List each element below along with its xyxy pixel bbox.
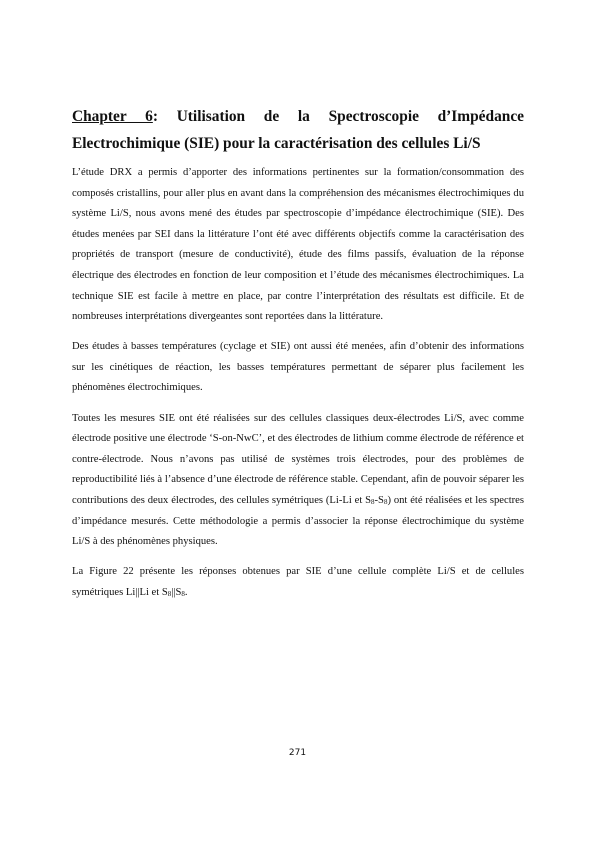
subscript: 8 — [371, 497, 375, 506]
subscript: 8 — [383, 497, 388, 506]
chapter-separator: : — [152, 108, 158, 125]
paragraph-4-mid: ||S — [171, 586, 182, 598]
chapter-title: Utilisation de la Spectroscopie d’Impédance Electrochimique (SIE) pour la caractérisation des cellules Li/S — [72, 108, 524, 152]
paragraph-3-text-end: ) ont été réalisées et les spectres d’impédance mesurés. Cette méthodologie a permis d’associer la réponse électrochimique du système Li/S à des phénomènes physiques. — [72, 494, 524, 548]
paragraph-4-text-end: . — [184, 586, 188, 598]
chapter-heading — [72, 103, 524, 157]
body-text — [72, 163, 524, 613]
chapter-label: Chapter 6 — [72, 108, 153, 125]
paragraph-2: Des études à basses températures (cyclage et SIE) ont aussi été menées, afin d’obtenir des informations sur les cinétiques de réaction, les basses températures permettant de séparer plus facilement les phénomènes électrochimiques. — [72, 341, 524, 394]
paragraph-3 — [72, 409, 524, 553]
page-number: 271 — [288, 748, 307, 758]
paragraph-1: L’étude DRX a permis d’apporter des informations pertinentes sur la formation/consommation des composés cristallins, pour aller plus en avant dans la compréhension des mécanismes électrochimiques du système Li/S, nous avons mené des études par spectroscopie d’impédance électrochimique (SIE). Des études menées par SEI dans la littérature l’ont été avec différents objectifs comme la caractérisation des propriétés de transport (mesure de conductivité), étude des films passifs, évaluation de la réponse électrique des électrodes en fonction de leur composition et l’étude des mécanismes électrochimiques. La technique SIE est facile à mettre en place, par contre l’interprétation des résultats est difficile. Et de nombreuses interprétations divergeantes sont reportées dans la littérature. — [72, 167, 524, 323]
subscript: 8 — [167, 589, 172, 598]
paragraph-3-dash: -S — [374, 494, 384, 506]
paragraph-4 — [72, 562, 524, 603]
paragraph-4-text: La Figure 22 présente les réponses obtenues par SIE d’une cellule complète Li/S et de cellules symétriques Li||Li et S — [72, 566, 524, 598]
paragraph-3-text: Toutes les mesures SIE ont été réalisées sur des cellules classiques deux-électrodes Li/S, avec comme électrode positive une électrode ‘S-on-NwC’, et des électrodes de lithium comme électrode de référence et contre-électrode. Nous n’avons pas utilisé de systèmes trois électrodes, pour des problèmes de reproductibilité liés à l’absence d’une électrode de référence stable. Cependant, afin de pouvoir séparer les contributions des deux électrodes, des cellules symétriques (Li-Li et S — [72, 412, 524, 506]
subscript: 8 — [181, 589, 185, 598]
